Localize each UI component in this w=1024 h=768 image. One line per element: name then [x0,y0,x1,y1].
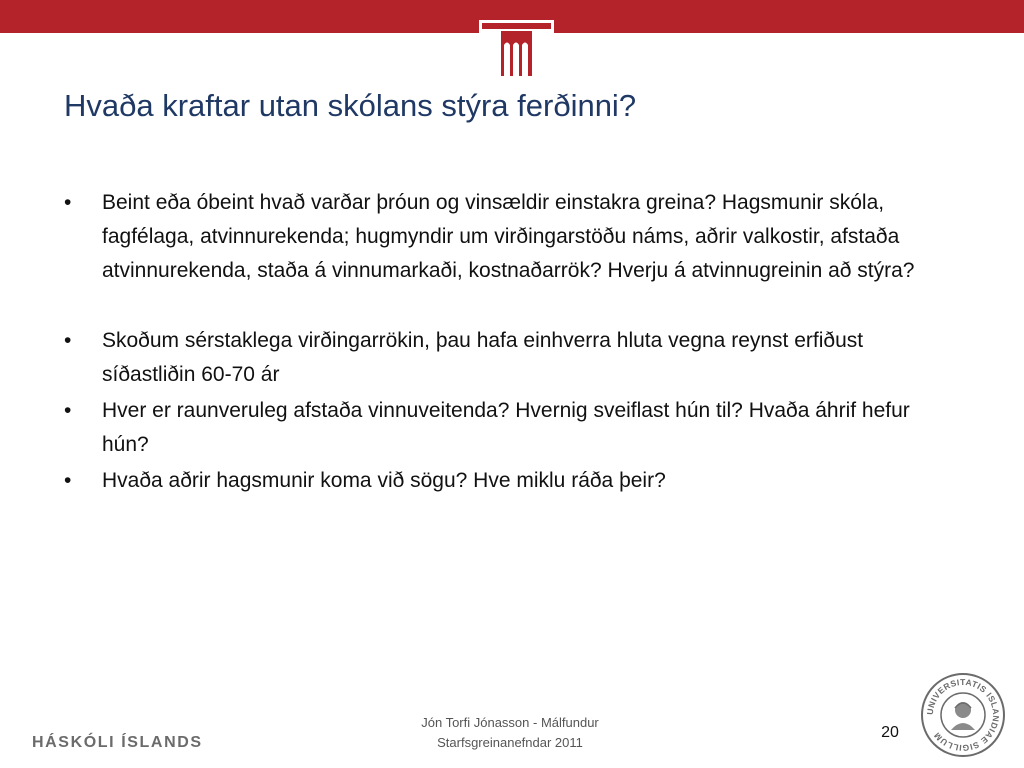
bullet-list [64,186,934,498]
footer-caption [360,713,660,753]
university-wordmark: HÁSKÓLI ÍSLANDS [32,734,203,751]
bullet-item: • Hver er raunveruleg afstaða vinnuveitenda? Hvernig sveiflast hún til? Hvaða áhrif hefur hún? [64,394,934,462]
slide-title: Hvaða kraftar utan skólans stýra ferðinni? [64,88,637,123]
university-seal-icon [920,672,1006,758]
page-number: 20 [881,724,899,741]
bullet-item: • Hvaða aðrir hagsmunir koma við sögu? Hve miklu ráða þeir? [64,464,934,498]
footer-event: Starfsgreinanefndar 2011 [437,735,583,750]
bullet-item: • Beint eða óbeint hvað varðar þróun og vinsældir einstakra greina? Hagsmunir skóla, fagfélaga, atvinnurekenda; hugmyndir um virðingarstöðu náms, aðrir valkostir, afstaða atvinnurekenda, staða á vinnumarkaði, kostnaðarrök? Hverju á atvinnugreinin að stýra? [64,186,934,288]
footer-author: Jón Torfi Jónasson - Málfundur [421,715,599,730]
university-building-logo-icon [479,20,554,76]
bullet-item: • Skoðum sérstaklega virðingarrökin, þau hafa einhverra hluta vegna reynst erfiðust síðastliðin 60-70 ár [64,324,934,392]
seal-lettering: UNIVERSITATIS ISLANDIAE SIGILLUM [924,676,1002,754]
